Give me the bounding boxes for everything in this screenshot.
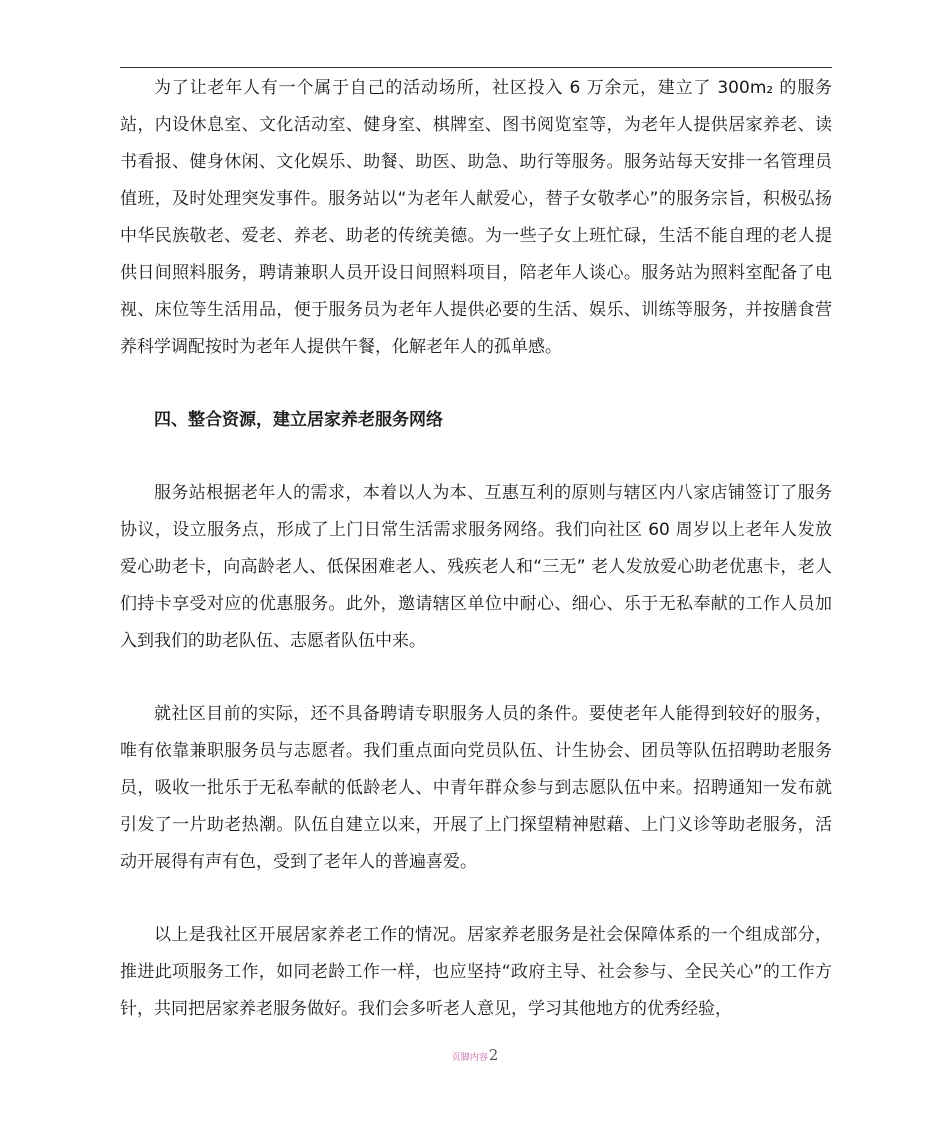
paragraph-volunteers: 就社区目前的实际，还不具备聘请专职服务人员的条件。要使老年人能得到较好的服务，唯有依靠兼职服务员与志愿者。我们重点面向党员队伍、计生协会、团员等队伍招聘助老服务员，吸收一批乐于无私奉献的低龄老人、中青年群众参与到志愿队伍中来。招聘通知一发布就引发了一片助老热潮。队伍自建立以来，开展了上门探望精神慰藉、上门义诊等助老服务，活动开展得有声有色，受到了老年人的普遍喜爱。	[120, 704, 832, 872]
header-rule	[120, 67, 832, 68]
footer-label: 页脚内容	[451, 1053, 488, 1063]
paragraph-gap	[120, 439, 832, 475]
paragraph-gap	[120, 660, 832, 696]
document-body	[120, 70, 832, 1028]
paragraph-gap	[120, 881, 832, 917]
paragraph-summary: 以上是我社区开展居家养老工作的情况。居家养老服务是社会保障体系的一个组成部分，推进此项服务工作，如同老龄工作一样，也应坚持“政府主导、社会参与、全民关心”的工作方针，共同把居家养老服务做好。我们会多听老人意见，学习其他地方的优秀经验，	[120, 925, 832, 1019]
paragraph-service-network: 服务站根据老年人的需求，本着以人为本、互惠互利的原则与辖区内八家店铺签订了服务协议，设立服务点，形成了上门日常生活需求服务网络。我们向社区 60 周岁以上老年人发放爱心助老卡，向高龄老人、低保困难老人、残疾老人和“三无” 老人发放爱心助老优惠卡，老人们持卡享受对应的优惠服务。此外，邀请辖区单位中耐心、细心、乐于无私奉献的工作人员加入到我们的助老队伍、志愿者队伍中来。	[120, 483, 832, 651]
section-heading: 四、整合资源，建立居家养老服务网络	[154, 410, 443, 430]
page-number: 2	[488, 1046, 499, 1064]
paragraph-service-station: 为了让老年人有一个属于自己的活动场所，社区投入 6 万余元，建立了 300m₂ 的服务站，内设休息室、文化活动室、健身室、棋牌室、图书阅览室等，为老年人提供居家养老、读书看报、健身休闲、文化娱乐、助餐、助医、助急、助行等服务。服务站每天安排一名管理员值班，及时处理突发事件。服务站以“为老年人献爱心，替子女敬孝心”的服务宗旨，积极弘扬中华民族敬老、爱老、养老、助老的传统美德。为一些子女上班忙碌，生活不能自理的老人提供日间照料服务，聘请兼职人员开设日间照料项目，陪老年人谈心。服务站为照料室配备了电视、床位等生活用品，便于服务员为老年人提供必要的生活、娱乐、训练等服务，并按膳食营养科学调配按时为老年人提供午餐，化解老年人的孤单感。	[120, 78, 832, 357]
page-footer	[0, 1045, 950, 1064]
paragraph-gap	[120, 366, 832, 402]
